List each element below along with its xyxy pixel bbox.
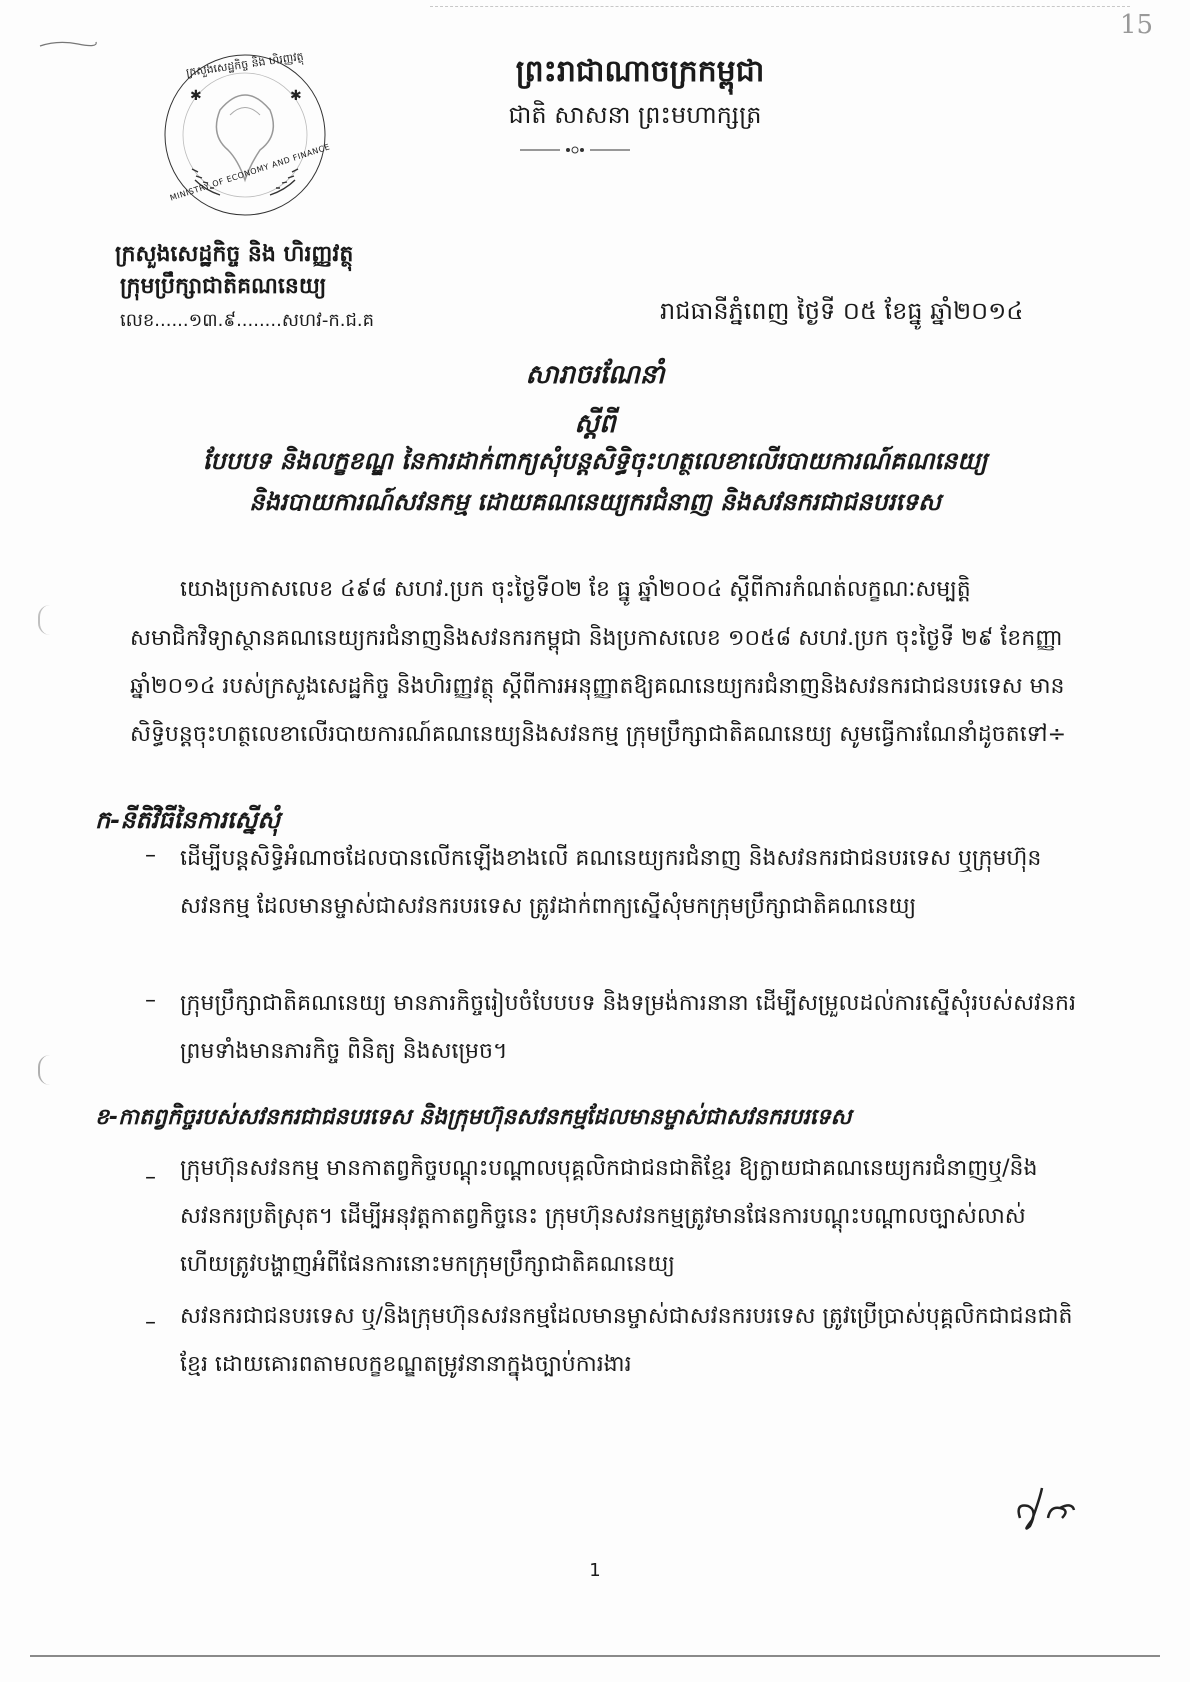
bullet-dash: – [145,1310,156,1335]
section-a-bullet-1: ដើម្បីបន្តសិទ្ធិអំណាចដែលបានលើកឡើងខាងលើ គណនេយ្យករជំនាញ និងសវនករជាជនបរទេស ឬក្រុមហ៊ុនសវនកម្ម ដែលមានម្ចាស់ជាសវនករបរទេស ត្រូវដាក់ពាក្យស្នើសុំមកក្រុមប្រឹក្សាជាតិគណនេយ្យ [180,846,1042,919]
section-b-bullet-2: សវនករជាជនបរទេស ឬ/និងក្រុមហ៊ុនសវនកម្មដែលមានម្ចាស់ជាសវនករបរទេស ត្រូវប្រើប្រាស់បុគ្គលិកជាជនជាតិខ្មែរ ដោយគោរពតាមលក្ខខណ្ឌតម្រូវនានាក្នុងច្បាប់ការងារ [180,1304,1073,1377]
scan-bottom-edge [30,1655,1160,1657]
section-a-heading: ក-នីតិវិធីនៃការស្នើសុំ [95,806,281,834]
margin-hole-mark [38,605,52,635]
seal-text-bottom: MINISTRY OF ECONOMY AND FINANCE [168,142,332,203]
bullet-dash: – [145,1165,156,1190]
national-motto: ជាតិ សាសនា ព្រះមហាក្សត្រ [508,101,762,129]
scribble-mark [38,38,98,50]
svg-text:✱: ✱ [290,88,302,104]
page-number: 1 [589,1560,601,1581]
bullet-dash: – [145,988,156,1013]
concerning-label: ស្តីពី [574,409,616,439]
subject-line-1: បែបបទ និងលក្ខខណ្ឌ នៃការដាក់ពាក្យសុំបន្តសិទ្ធិចុះហត្ថលេខាលើរបាយការណ៍គណនេយ្យ [202,447,988,475]
reference-number: លេខ......១៣.៩........សហវ-ក.ជ.គ [120,310,375,331]
handwritten-initials [1010,1478,1080,1538]
document-type-title: សារាចរណែនាំ [525,360,665,390]
ministry-name: ក្រសួងសេដ្ឋកិច្ច និង ហិរញ្ញវត្ថុ [115,242,354,267]
page-mark-handwritten: 15 [1120,10,1154,40]
kingdom-heading: ព្រះរាជាណាចក្រកម្ពុជា [515,54,765,89]
intro-body: សមាជិកវិទ្យាស្ថានគណនេយ្យករជំនាញនិងសវនករកម្ពុជា និងប្រកាសលេខ ១០៥៨ សហវ.ប្រក ចុះថ្ងៃទី ២៩ ខែកញ្ញា ឆ្នាំ២០១៤ របស់ក្រសួងសេដ្ឋកិច្ច និងហិរញ្ញវត្ថុ ស្តីពីការអនុញ្ញាតឱ្យគណនេយ្យករជំនាញនិងសវនករជាជនបរទេស មានសិទ្ធិបន្តចុះហត្ថលេខាលើរបាយការណ៍គណនេយ្យនិងសវនកម្ម ក្រុមប្រឹក្សាជាតិគណនេយ្យ សូមធ្វើការណែនាំដូចតទៅ÷ [130,626,1067,747]
header-ornament [520,145,630,155]
scan-artifact-line [430,6,1130,8]
svg-text:✱: ✱ [190,88,202,104]
council-name: ក្រុមប្រឹក្សាជាតិគណនេយ្យ [120,274,327,299]
bullet-dash: – [145,843,156,868]
seal-text-top: ក្រសួងសេដ្ឋកិច្ច និង ហិរញ្ញវត្ថុ [185,49,305,80]
margin-hole-mark [38,1055,52,1085]
section-a-bullet-2: ក្រុមប្រឹក្សាជាតិគណនេយ្យ មានភារកិច្ចរៀបចំបែបបទ និងទម្រង់ការនានា ដើម្បីសម្រួលដល់ការស្នើសុំរបស់សវនករ ព្រមទាំងមានភារកិច្ច ពិនិត្យ និងសម្រេច។ [180,991,1076,1064]
section-b-bullet-1: ក្រុមហ៊ុនសវនកម្ម មានកាតព្វកិច្ចបណ្តុះបណ្តាលបុគ្គលិកជាជនជាតិខ្មែរ ឱ្យក្លាយជាគណនេយ្យករជំនាញឬ/និងសវនករប្រតិស្រុត។ ដើម្បីអនុវត្តកាតព្វកិច្ចនេះ ក្រុមហ៊ុនសវនកម្មត្រូវមានផែនការបណ្តុះបណ្តាលច្បាស់លាស់ ហើយត្រូវបង្ហាញអំពីផែនការនោះមកក្រុមប្រឹក្សាជាតិគណនេយ្យ [180,1156,1038,1277]
subject-line-2: និងរបាយការណ៍សវនកម្ម ដោយគណនេយ្យករជំនាញ និងសវនករជាជនបរទេស [249,488,941,516]
section-b-heading: ខ-កាតព្វកិច្ចរបស់សវនករជាជនបរទេស និងក្រុមហ៊ុនសវនកម្មដែលមានម្ចាស់ជាសវនករបរទេស [95,1105,852,1130]
intro-first-line: យោងប្រកាសលេខ ៤៩៨ សហវ.ប្រក ចុះថ្ងៃទី០២ ខែ ធ្នូ ឆ្នាំ២០០៤ ស្តីពីការកំណត់លក្ខណៈសម្បត្តិ [180,577,971,602]
date-line: រាជធានីភ្នំពេញ ថ្ងៃទី ០៥ ខែធ្នូ ឆ្នាំ២០១៤ [660,297,1024,325]
